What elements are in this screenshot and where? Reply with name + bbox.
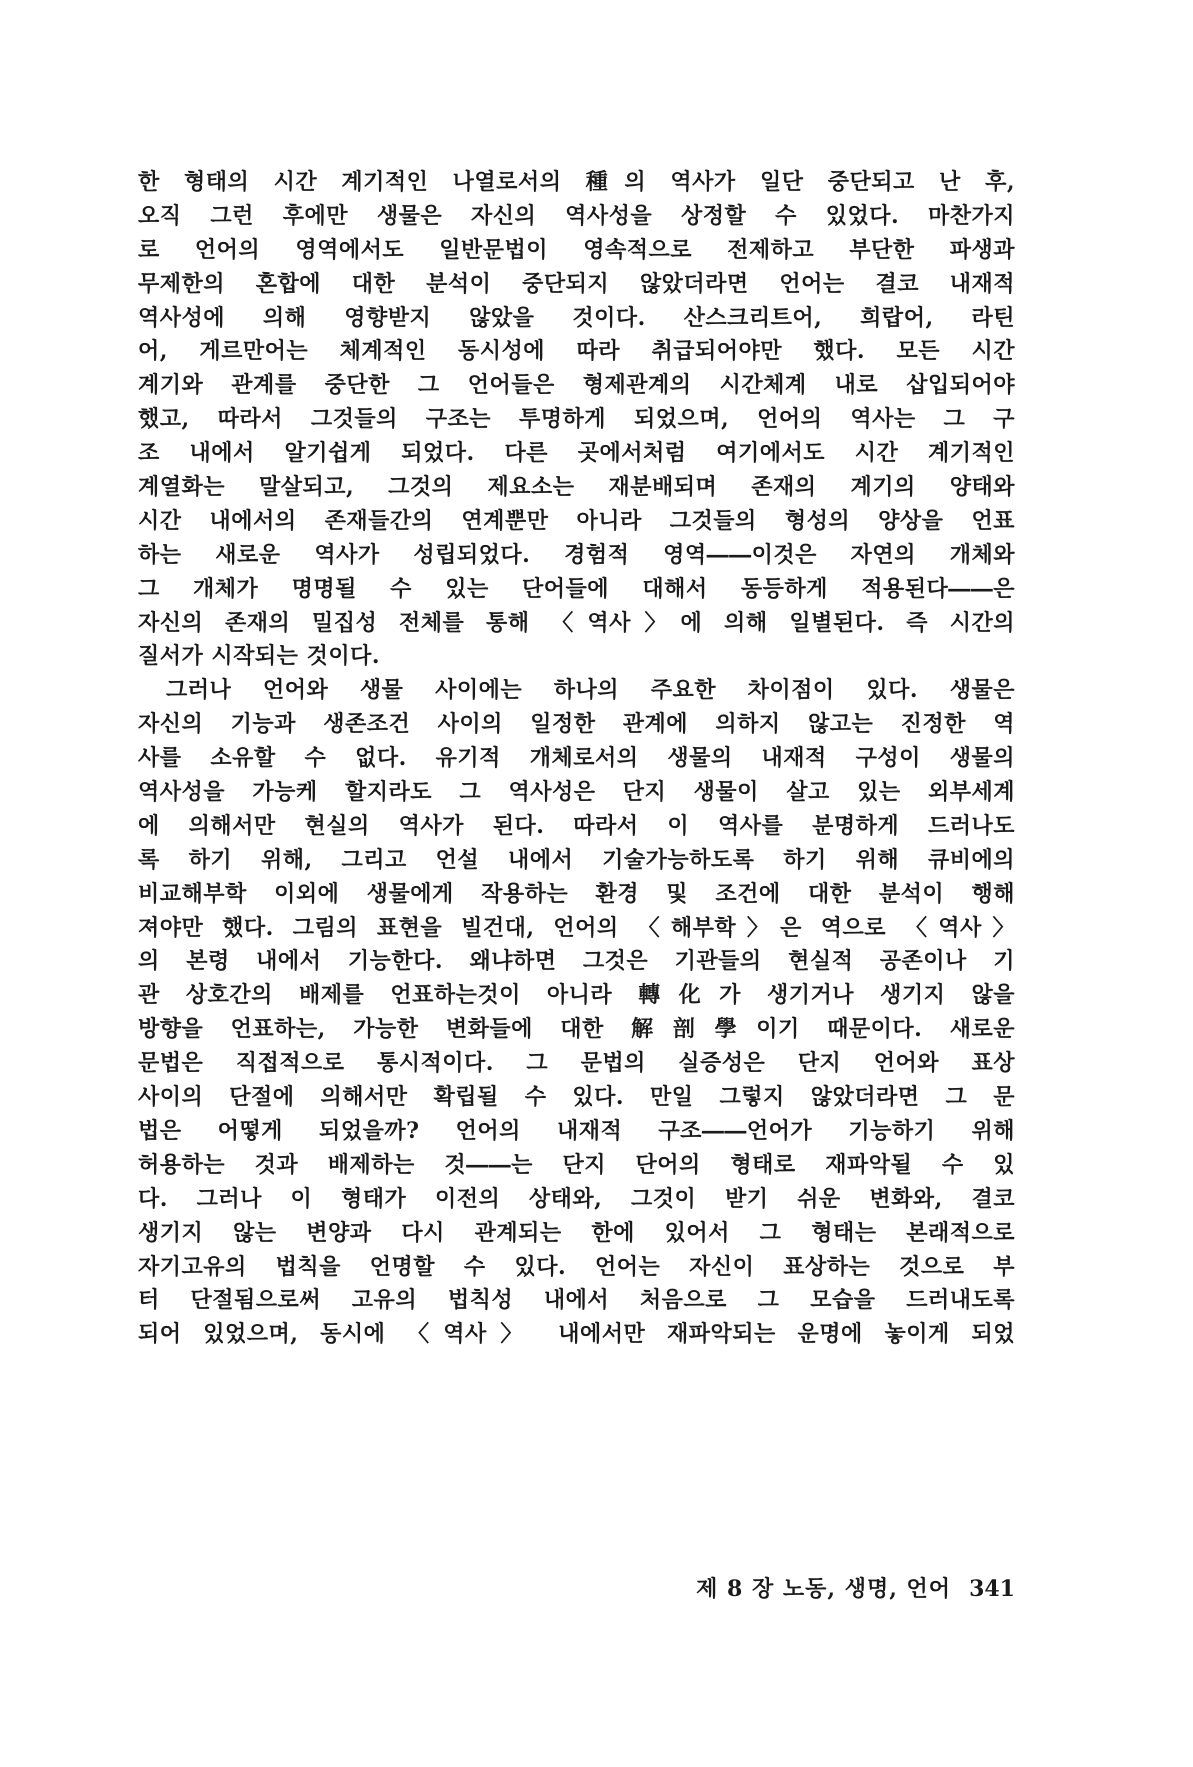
text-line: 역사성을 가능케 할지라도 그 역사성은 단지 생물이 살고 있는 외부세계	[138, 779, 1015, 806]
text-line: 자기고유의 법칙을 언명할 수 있다. 언어는 자신이 표상하는 것으로 부	[138, 1253, 1015, 1280]
text-line: 계열화는 말살되고, 그것의 제요소는 재분배되며 존재의 계기의 양태와	[138, 474, 1015, 501]
text-line: 져야만 했다. 그림의 표현을 빌건대, 언어의 〈해부학〉은 역으로 〈역사〉	[138, 914, 1015, 941]
text-line: 허용하는 것과 배제하는 것――는 단지 단어의 형태로 재파악될 수 있	[138, 1151, 1015, 1178]
chapter-title: 제 8 장 노동, 생명, 언어	[696, 1576, 952, 1602]
text-line: 역사성에 의해 영향받지 않았을 것이다. 산스크리트어, 희랍어, 라틴	[138, 304, 1015, 331]
text-line: 시간 내에서의 존재들간의 연계뿐만 아니라 그것들의 형성의 양상을 언표	[138, 507, 1015, 534]
paragraph-end-line: 질서가 시작되는 것이다.	[138, 643, 380, 670]
text-line: 생기지 않는 변양과 다시 관계되는 한에 있어서 그 형태는 본래적으로	[138, 1219, 1015, 1246]
text-line: 의 본령 내에서 기능한다. 왜냐하면 그것은 기관들의 현실적 공존이나 기	[138, 948, 1015, 975]
text-line: 한 형태의 시간 계기적인 나열로서의 種의 역사가 일단 중단되고 난 후,	[138, 169, 1015, 195]
text-line: 무제한의 혼합에 대한 분석이 중단되지 않았더라면 언어는 결코 내재적	[138, 270, 1015, 297]
text-line: 법은 어떻게 되었을까? 언어의 내재적 구조――언어가 기능하기 위해	[138, 1117, 1015, 1144]
body-text	[138, 166, 1015, 1352]
paragraph-start-line: 그러나 언어와 생물 사이에는 하나의 주요한 차이점이 있다. 생물은	[166, 677, 1015, 704]
text-line: 오직 그런 후에만 생물은 자신의 역사성을 상정할 수 있었다. 마찬가지	[138, 202, 1015, 229]
text-line: 록 하기 위해, 그리고 언설 내에서 기술가능하도록 하기 위해 큐비에의	[138, 846, 1015, 873]
page-number: 341	[969, 1576, 1015, 1602]
text-line: 에 의해서만 현실의 역사가 된다. 따라서 이 역사를 분명하게 드러나도	[138, 812, 1015, 839]
text-line: 되어 있었으며, 동시에 〈역사〉 내에서만 재파악되는 운명에 놓이게 되었	[138, 1321, 1015, 1348]
text-line: 관 상호간의 배제를 언표하는것이 아니라 轉化가 생기거나 생기지 않을	[138, 982, 1015, 1009]
text-line: 계기와 관계를 중단한 그 언어들은 형제관계의 시간체계 내로 삽입되어야	[138, 372, 1015, 399]
text-line: 비교해부학 이외에 생물에게 작용하는 환경 및 조건에 대한 분석이 행해	[138, 880, 1015, 907]
text-line: 로 언어의 영역에서도 일반문법이 영속적으로 전제하고 부단한 파생과	[138, 236, 1015, 263]
text-line: 다. 그러나 이 형태가 이전의 상태와, 그것이 받기 쉬운 변화와, 결코	[138, 1185, 1015, 1212]
text-line: 하는 새로운 역사가 성립되었다. 경험적 영역――이것은 자연의 개체와	[138, 541, 1015, 568]
text-line: 했고, 따라서 그것들의 구조는 투명하게 되었으며, 언어의 역사는 그 구	[138, 406, 1015, 433]
text-line: 방향을 언표하는, 가능한 변화들에 대한 解剖學이기 때문이다. 새로운	[138, 1016, 1015, 1043]
text-line: 어, 게르만어는 체계적인 동시성에 따라 취급되어야만 했다. 모든 시간	[138, 338, 1015, 365]
text-line: 조 내에서 알기쉽게 되었다. 다른 곳에서처럼 여기에서도 시간 계기적인	[138, 440, 1015, 467]
text-line: 자신의 존재의 밀집성 전체를 통해 〈역사〉에 의해 일별된다. 즉 시간의	[138, 609, 1015, 636]
text-line: 그 개체가 명명될 수 있는 단어들에 대해서 동등하게 적용된다――은	[138, 575, 1015, 602]
page-footer	[640, 1574, 1015, 1604]
text-line: 사를 소유할 수 없다. 유기적 개체로서의 생물의 내재적 구성이 생물의	[138, 745, 1015, 772]
text-line: 터 단절됨으로써 고유의 법칙성 내에서 처음으로 그 모습을 드러내도록	[138, 1287, 1015, 1314]
text-line: 자신의 기능과 생존조건 사이의 일정한 관계에 의하지 않고는 진정한 역	[138, 711, 1015, 738]
text-line: 문법은 직접적으로 통시적이다. 그 문법의 실증성은 단지 언어와 표상	[138, 1050, 1015, 1077]
text-line: 사이의 단절에 의해서만 확립될 수 있다. 만일 그렇지 않았더라면 그 문	[138, 1084, 1015, 1111]
